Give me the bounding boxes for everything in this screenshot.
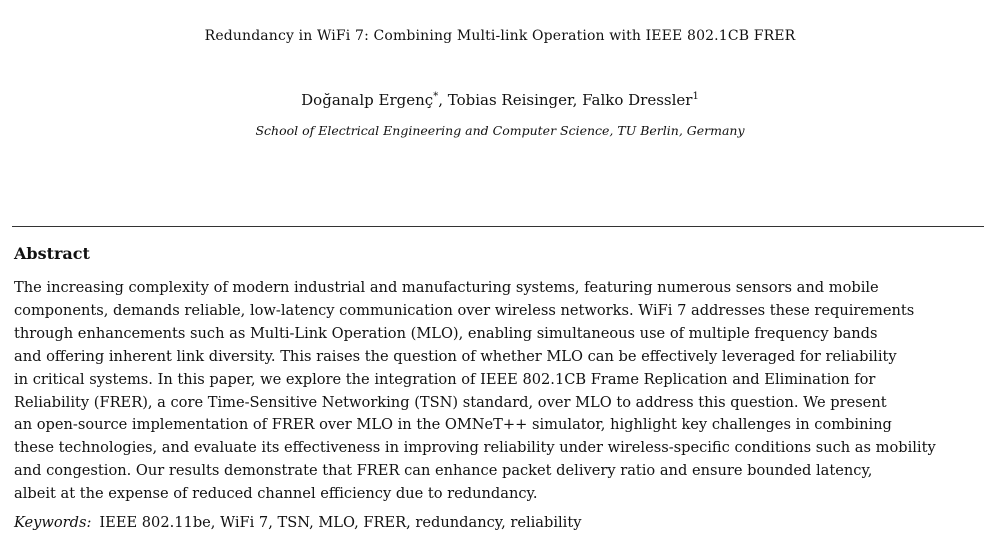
paper-title: Redundancy in WiFi 7: Combining Multi-link Operation with IEEE 802.1CB FRER xyxy=(204,28,796,44)
section-divider xyxy=(12,226,984,227)
abstract-line: The increasing complexity of modern industrial and manufacturing systems, featuring numerous sensors and mobile xyxy=(14,279,879,296)
abstract-line: in critical systems. In this paper, we explore the integration of IEEE 802.1CB Frame Replication and Elimination for xyxy=(14,370,876,388)
abstract-heading: Abstract xyxy=(14,244,90,263)
keywords-label: Keywords: xyxy=(14,514,92,531)
abstract-line: albeit at the expense of reduced channel efficiency due to redundancy. xyxy=(14,485,538,503)
abstract-line: components, demands reliable, low-latency communication over wireless networks. WiFi 7 addresses these requirements xyxy=(14,301,915,319)
keywords-text: IEEE 802.11be, WiFi 7, TSN, MLO, FRER, redundancy, reliability xyxy=(99,514,582,531)
author-affiliation: School of Electrical Engineering and Computer Science, TU Berlin, Germany xyxy=(255,123,745,138)
author-name: Falko Dressler xyxy=(582,91,693,109)
abstract-line: through enhancements such as Multi-Link Operation (MLO), enabling simultaneous use of multiple frequency bands xyxy=(14,324,878,342)
author-separator: , xyxy=(572,91,583,109)
author-separator: , xyxy=(438,91,448,109)
author-name: Tobias Reisinger xyxy=(447,91,573,109)
abstract-line: and congestion. Our results demonstrate that FRER can enhance packet delivery ratio and ensure bounded latency, xyxy=(14,462,873,480)
keywords-line xyxy=(14,514,986,531)
author-list xyxy=(0,91,1000,109)
abstract-body xyxy=(14,277,986,506)
abstract-line: an open-source implementation of FRER over MLO in the OMNeT++ simulator, highlight key challenges in combining xyxy=(14,416,892,434)
abstract-line: these technologies, and evaluate its effectiveness in improving reliability under wireless-specific conditions such as mobility xyxy=(14,439,936,457)
abstract-line: and offering inherent link diversity. This raises the question of whether MLO can be effectively leveraged for reliability xyxy=(14,347,897,365)
author-name: Doğanalp Ergenç xyxy=(301,91,434,109)
author-footnote-mark: 1 xyxy=(692,91,699,102)
author-footnote-mark: * xyxy=(433,91,439,102)
abstract-line: Reliability (FRER), a core Time-Sensitive Networking (TSN) standard, over MLO to address this question. We present xyxy=(14,393,887,411)
